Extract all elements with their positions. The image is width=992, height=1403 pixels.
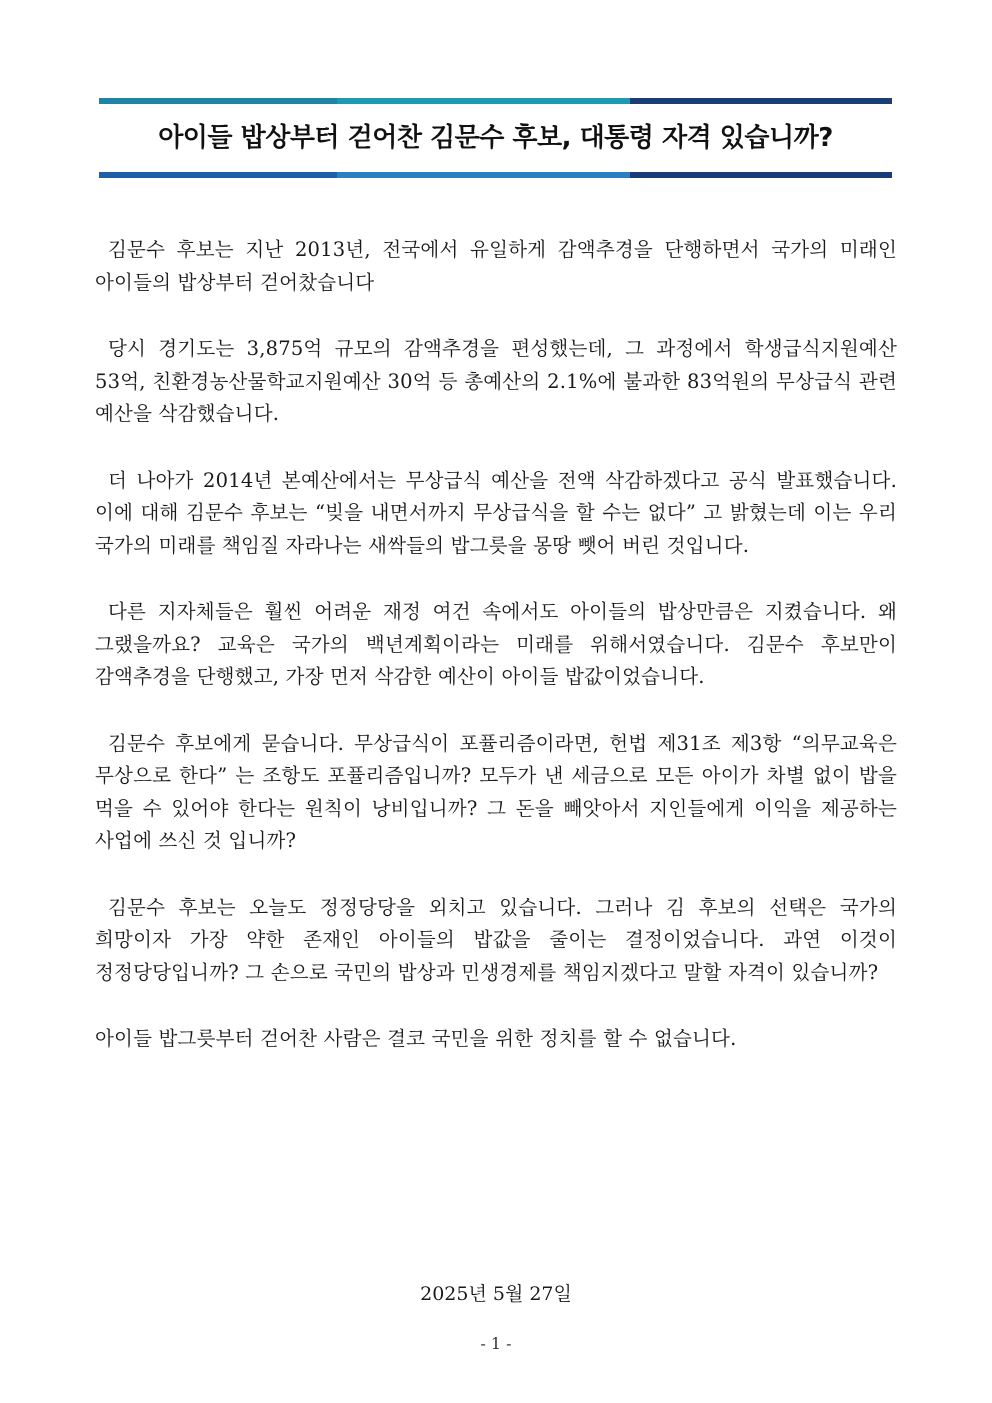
paragraph: 김문수 후보는 오늘도 정정당당을 외치고 있습니다. 그러나 김 후보의 선택은 국가의 희망이자 가장 약한 존재인 아이들의 밥값을 줄이는 결정이었습니다. 과연 이것이 정정당당입니까? 그 손으로 국민의 밥상과 민생경제를 책임지겠다고 말할 자격이 있습니까?: [95, 895, 897, 984]
page-number: - 1 -: [480, 1334, 512, 1353]
document-date: 2025년 5월 27일: [420, 1283, 572, 1305]
title-bottom-rule: [99, 172, 892, 178]
paragraph: 김문수 후보는 지난 2013년, 전국에서 유일하게 감액추경을 단행하면서 국가의 미래인 아이들의 밥상부터 걷어찼습니다: [95, 238, 897, 294]
paragraph: 당시 경기도는 3,875억 규모의 감액추경을 편성했는데, 그 과정에서 학생급식지원예산 53억, 친환경농산물학교지원예산 30억 등 총예산의 2.1%에 불과한 83억원의 무상급식 관련 예산을 삭감했습니다.: [95, 337, 897, 425]
title-block: [99, 98, 892, 178]
document-body: [95, 234, 897, 1090]
paragraph: 다른 지자체들은 훨씬 어려운 재정 여건 속에서도 아이들의 밥상만큼은 지켰습니다. 왜 그랬을까요? 교육은 국가의 백년계획이라는 미래를 위해서였습니다. 김문수 후보만이 감액추경을 단행했고, 가장 먼저 삭감한 예산이 아이들 밥값이었습니다.: [95, 600, 897, 688]
document-title: 아이들 밥상부터 걷어찬 김문수 후보, 대통령 자격 있습니까?: [158, 123, 833, 153]
closing-paragraph: 아이들 밥그릇부터 걷어찬 사람은 결코 국민을 위한 정치를 할 수 없습니다.: [95, 1027, 737, 1050]
paragraph: 더 나아가 2014년 본예산에서는 무상급식 예산을 전액 삭감하겠다고 공식 발표했습니다. 이에 대해 김문수 후보는 “빚을 내면서까지 무상급식을 할 수는 없다” 고 밝혔는데 이는 우리 국가의 미래를 책임질 자라나는 새싹들의 밥그릇을 몽땅 뺏어 버린 것입니다.: [95, 468, 897, 557]
paragraph: 김문수 후보에게 묻습니다. 무상급식이 포퓰리즘이라면, 헌법 제31조 제3항 “의무교육은 무상으로 한다” 는 조항도 포퓰리즘입니까? 모두가 낸 세금으로 모든 아이가 차별 없이 밥을 먹을 수 있어야 한다는 원칙이 낭비입니까? 그 돈을 빼앗아서 지인들에게 이익을 제공하는 사업에 쓰신 것 입니까?: [95, 731, 897, 852]
